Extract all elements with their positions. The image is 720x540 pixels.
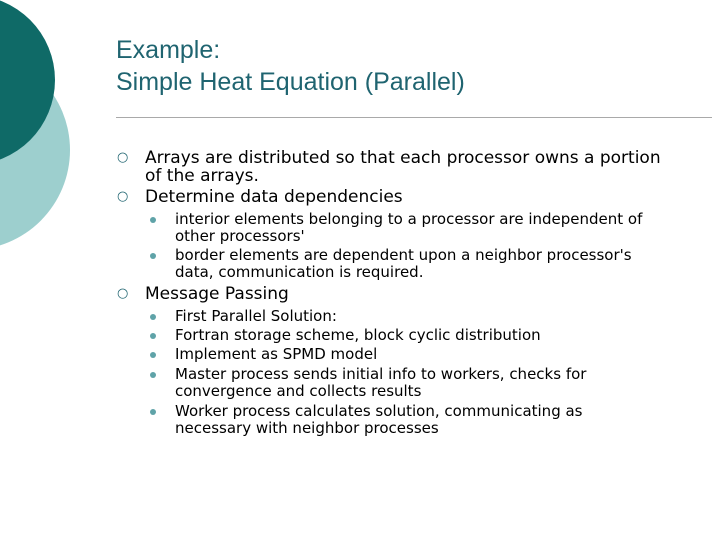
- dot-bullet-icon: [150, 333, 156, 339]
- bullet-text: Determine data dependencies: [145, 187, 403, 207]
- sub-bullet-text: First Parallel Solution:: [175, 307, 337, 325]
- sub-bullet-text: Master process sends initial info to workers, checks for convergence and collects results: [175, 365, 587, 400]
- sub-bullet-text: border elements are dependent upon a neighbor processor's data, communication is required.: [175, 246, 632, 281]
- dot-bullet-icon: [150, 314, 156, 320]
- dot-bullet-icon: [150, 253, 156, 259]
- sub-bullet-text: Worker process calculates solution, communicating as necessary with neighbor processes: [175, 402, 583, 437]
- circle-bullet-icon: ○: [117, 150, 129, 165]
- dot-bullet-icon: [150, 217, 156, 223]
- dot-bullet-icon: [150, 409, 156, 415]
- dot-bullet-icon: [150, 372, 156, 378]
- slide-title-line1: Example:: [116, 36, 221, 64]
- slide-title-line2: Simple Heat Equation (Parallel): [116, 68, 465, 96]
- bullet-text: Message Passing: [145, 284, 289, 304]
- bullet-text: Arrays are distributed so that each processor owns a portion of the arrays.: [145, 148, 661, 186]
- sub-bullet-text: interior elements belonging to a processor are independent of other processors': [175, 210, 643, 245]
- sub-bullet-text: Implement as SPMD model: [175, 345, 378, 363]
- sub-bullet-text: Fortran storage scheme, block cyclic distribution: [175, 326, 541, 344]
- dot-bullet-icon: [150, 352, 156, 358]
- circle-bullet-icon: ○: [117, 286, 129, 301]
- circle-bullet-icon: ○: [117, 189, 129, 204]
